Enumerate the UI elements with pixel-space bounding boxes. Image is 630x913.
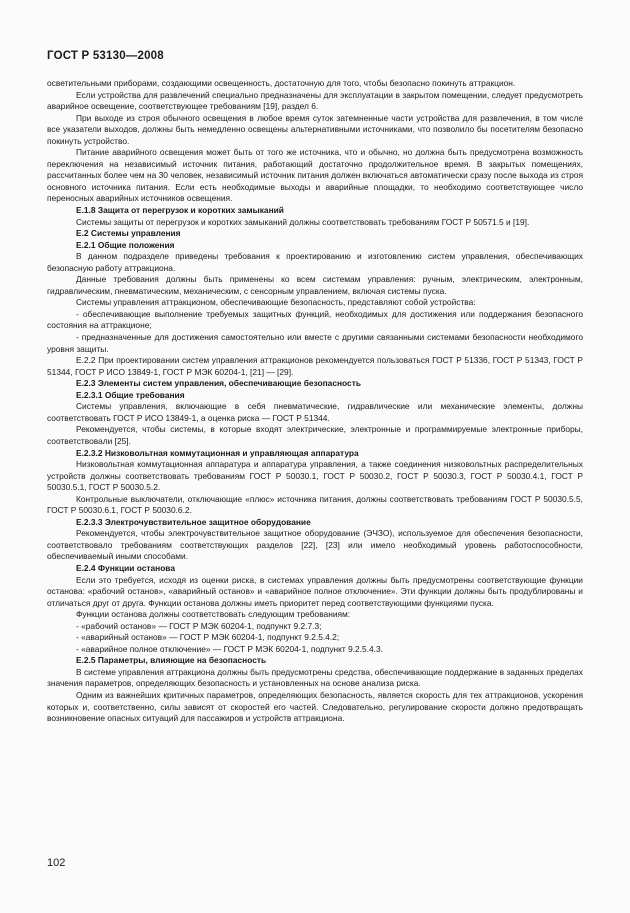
- section-heading: Е.2.5 Параметры, влияющие на безопасность: [76, 655, 267, 666]
- paragraph: - обеспечивающие выполнение требуемых защитных функций, необходимых для достижения или поддержания безопасного состояния на аттракционе;: [47, 308, 583, 331]
- paragraph: Системы управления, включающие в себя пневматические, гидравлические или механические элементы, должны соответствовать ГОСТ Р ИСО 13849-1, а оценка риска — ГОСТ Р 51344.: [47, 401, 583, 423]
- document-body: [47, 78, 583, 725]
- document-header: ГОСТ Р 53130—2008: [47, 50, 164, 62]
- section-heading: Е.2.3.1 Общие требования: [76, 389, 185, 400]
- paragraph: Рекомендуется, чтобы электрочувствительное защитное оборудование (ЭЧЗО), используемое для обеспечения безопасности, соответствовало требованиям соответствующих разделов [22], [23] или имело необходимый уровень работоспособности, обеспечиваемый иными способами.: [47, 528, 583, 562]
- paragraph: Рекомендуется, чтобы системы, в которые входят электрические, электронные и программируемые электронные приборы, соответствовали [25].: [47, 424, 583, 446]
- paragraph: - «аварийное полное отключение» — ГОСТ Р МЭК 60204-1, подпункт 9.2.5.4.3.: [76, 643, 383, 654]
- paragraph: Если устройства для развлечений специально предназначены для эксплуатации в закрытом помещении, следует предусмотреть аварийное освещение, соответствующее требованиям [19], раздел 6.: [47, 89, 583, 112]
- paragraph: осветительными приборами, создающими освещенность, достаточную для того, чтобы безопасно покинуть аттракцион.: [47, 78, 516, 88]
- paragraph: Одним из важнейших критичных параметров, определяющих безопасность, является скорость для тех аттракционов, ускорения которых и, соответственно, силы зависят от скоростей его частей. Следовательно, регулирование скорости должно предотвращать возникновение опасных ситуаций для пассажиров и устройств аттракциона.: [47, 689, 583, 724]
- paragraph: Системы управления аттракционом, обеспечивающие безопасность, представляют собой устройства:: [76, 297, 476, 308]
- paragraph: В системе управления аттракциона должны быть предусмотрены средства, обеспечивающие поддержание в заданных пределах значения параметров, определяющих безопасность и установленных на основе анализа риска.: [47, 666, 583, 689]
- section-heading: Е.2 Системы управления: [76, 228, 181, 239]
- paragraph: Если это требуется, исходя из оценки риска, в системах управления должны быть предусмотрены соответствующие функции останова: «рабочий останов», «аварийный останов» и «аварийное полное отключение». Эти функции должны быть продублированы и отличаться друг от друга. Функции останова должны иметь приоритет перед соответствующими функциями пуска.: [47, 574, 583, 608]
- paragraph: Низковольтная коммутационная аппаратура и аппаратура управления, а также соединения низковольтных распределительных устройств должны соответствовать требованиям ГОСТ Р 50030.1, ГОСТ Р 50030.2, ГОСТ Р 50030.3, ГОСТ Р 50030.4.1, ГОСТ Р 50030.5.1, ГОСТ Р 50030.5.2.: [47, 459, 583, 493]
- paragraph: - «аварийный останов» — ГОСТ Р МЭК 60204-1, подпункт 9.2.5.4.2;: [76, 632, 340, 643]
- paragraph: Функции останова должны соответствовать следующим требованиям:: [76, 609, 351, 620]
- paragraph: Системы защиты от перегрузок и коротких замыканий должны соответствовать требованиям ГОСТ Р 50571.5 и [19].: [76, 216, 530, 227]
- section-heading: Е.2.4 Функции останова: [76, 562, 176, 573]
- paragraph: - предназначенные для достижения самостоятельно или вместе с другими связанными системами безопасности необходимого уровня защиты.: [47, 332, 583, 354]
- section-heading: Е.2.3 Элементы систем управления, обеспечивающие безопасность: [76, 378, 361, 389]
- paragraph: - «рабочий останов» — ГОСТ Р МЭК 60204-1, подпункт 9.2.7.3;: [76, 620, 322, 631]
- section-heading: Е.2.3.2 Низковольтная коммутационная и управляющая аппаратура: [76, 447, 359, 458]
- section-heading: Е.2.3.3 Электрочувствительное защитное оборудование: [76, 516, 311, 527]
- paragraph: В данном подразделе приведены требования к проектированию и изготовлению систем управления, обеспечивающих безопасную работу аттракциона.: [47, 251, 583, 273]
- page-number: 102: [47, 857, 66, 869]
- section-heading: Е.2.1 Общие положения: [76, 239, 175, 250]
- paragraph: Питание аварийного освещения может быть от того же источника, что и обычно, но должна быть предусмотрена возможность переключения на независимый источник питания, работающий достаточно продолжительное время. В закрытых помещениях, рассчитанных более чем на 30 человек, независимый источник питания должен включаться автоматически сразу после выхода из строя основного источника питания. Если есть необходимые выходы и аварийные площадки, то необходимо соответствующее число переносных аварийных источников освещения.: [47, 147, 583, 204]
- paragraph: При выходе из строя обычного освещения в любое время суток затемненные части устройства для развлечения, в том числе все указатели выходов, должны быть немедленно освещены альтернативными источниками, что позволило бы посетителям безопасно покинуть устройство.: [47, 112, 583, 146]
- paragraph: Данные требования должны быть применены ко всем системам управления: ручным, электрическим, электронным, гидравлическим, пневматическим, механическим, с сенсорным управлением, включая системы пуска.: [47, 274, 583, 296]
- section-heading: Е.1.8 Защита от перегрузок и коротких замыканий: [76, 205, 284, 216]
- paragraph: Е.2.2 При проектировании систем управления аттракционов рекомендуется пользоваться ГОСТ Р 51336, ГОСТ Р 51343, ГОСТ Р 51344, ГОСТ Р ИСО 13849-1, ГОСТ Р МЭК 60204-1, [21] — [29].: [47, 355, 583, 377]
- paragraph: Контрольные выключатели, отключающие «плюс» источника питания, должны соответствовать требованиям ГОСТ Р 50030.5.5, ГОСТ Р 50030.6.1, ГОСТ Р 50030.6.2.: [47, 493, 583, 516]
